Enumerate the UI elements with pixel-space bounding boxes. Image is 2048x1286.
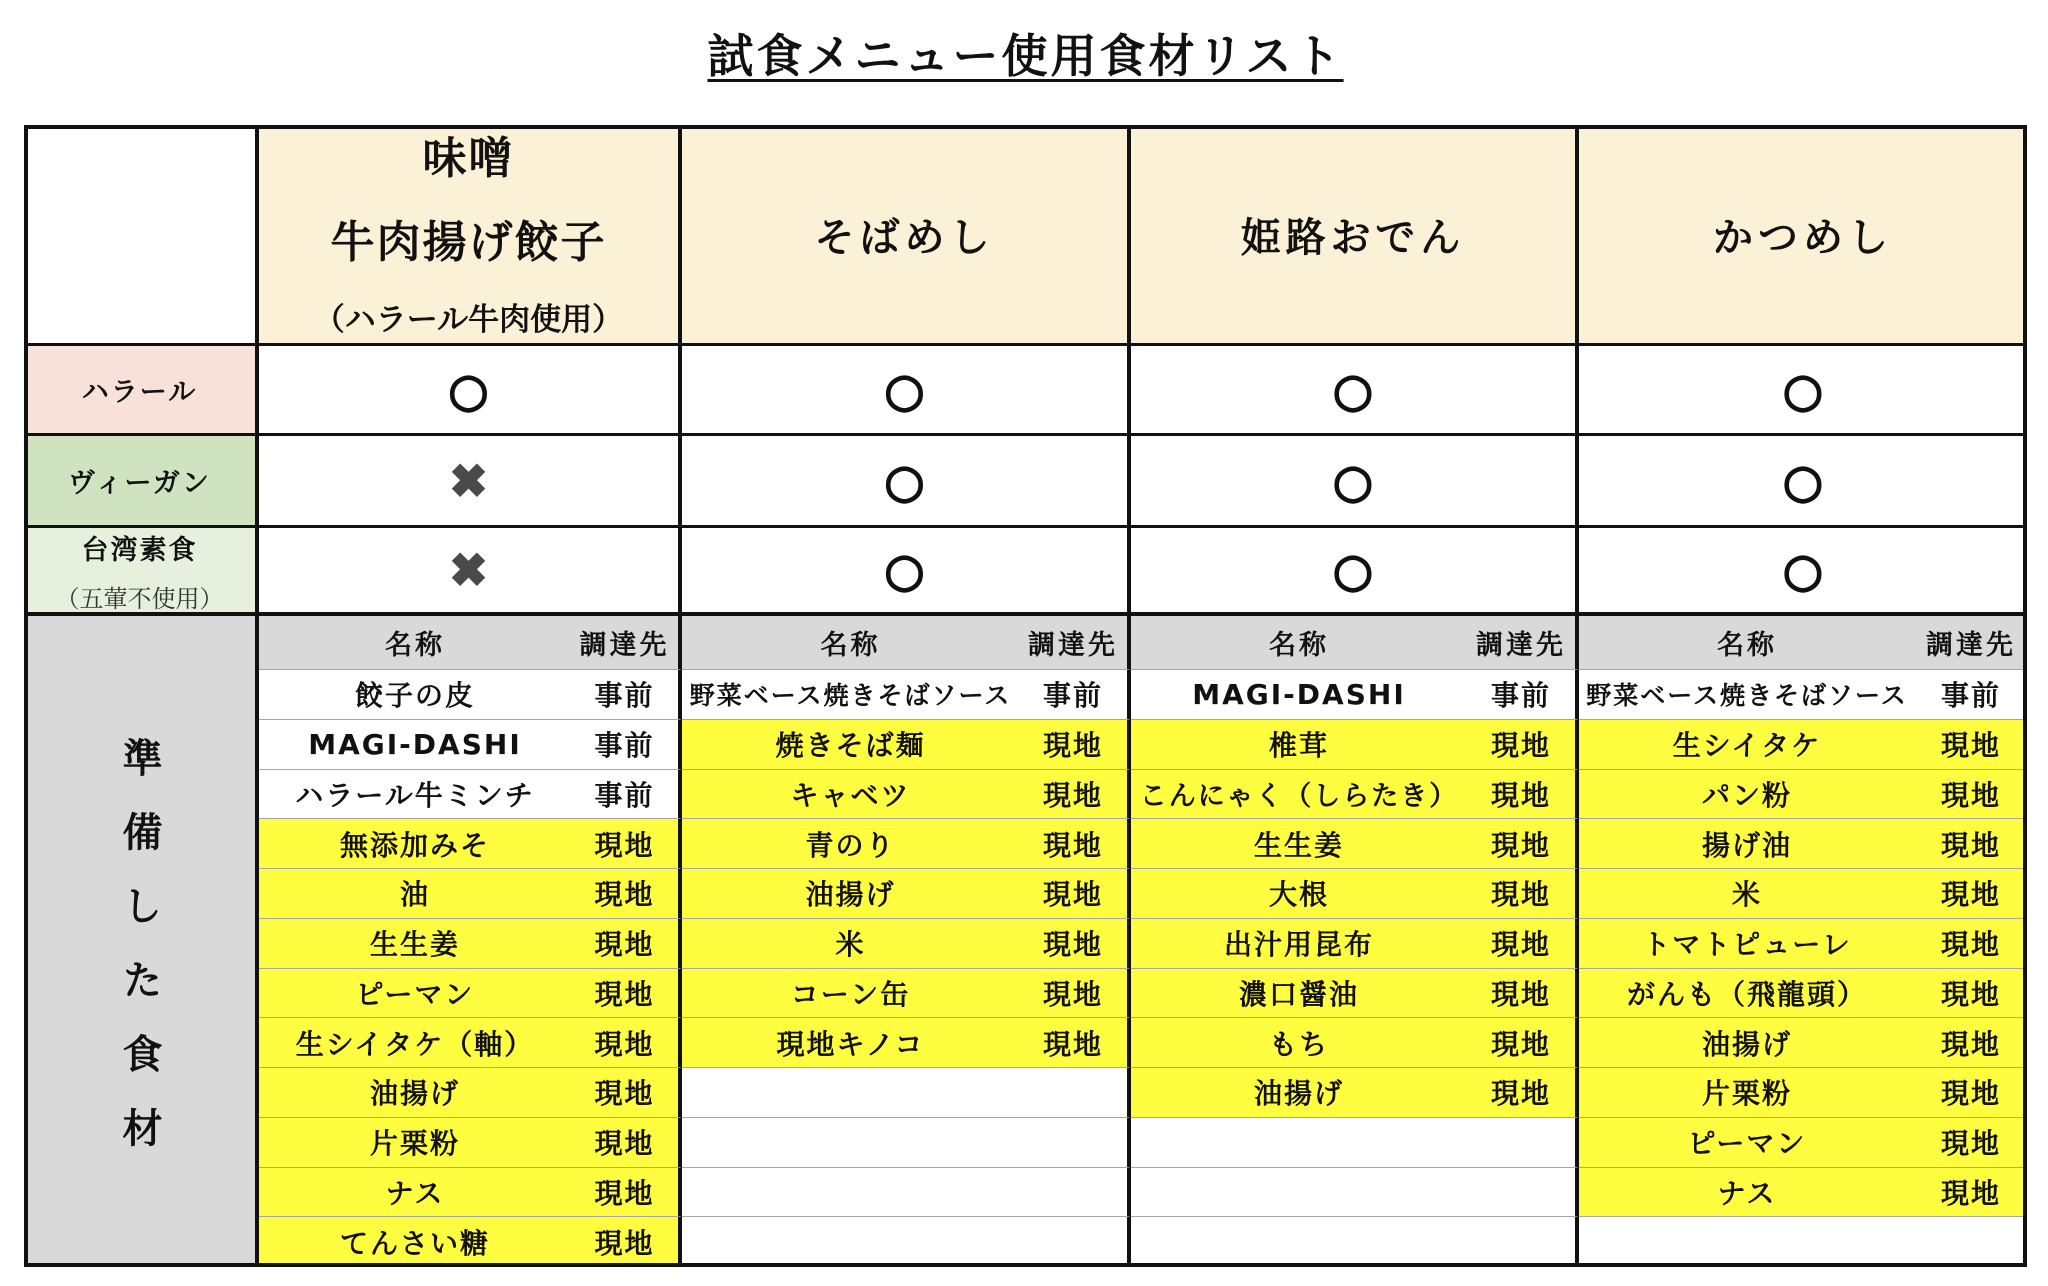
ingredient-name: もち [1131,1018,1467,1068]
ingredient-name: 椎茸 [1131,720,1467,770]
ingredient-name: 大根 [1131,869,1467,919]
ingredient-name: ナス [259,1168,571,1218]
ingredient-name: 油 [259,869,571,919]
empty-cell [1019,1118,1131,1168]
vegan-cell [682,436,1131,528]
vegan-cell [259,436,682,528]
ingredient-name: 揚げ油 [1579,819,1915,869]
taiwan-cell [1131,528,1579,616]
ingredient-source: 事前 [571,770,682,820]
ingredient-source: 現地 [571,919,682,969]
taiwan-mark: ○ [1782,543,1824,597]
column-header-text: 調達先 [1028,630,1118,661]
dish-title: そばめし [814,214,995,261]
empty-cell [682,1068,1019,1118]
ingredient-source: 現地 [571,819,682,869]
empty-cell [1131,1118,1467,1168]
halal-cell [682,346,1131,436]
ingredient-name: 油揚げ [682,869,1019,919]
page-title-text: 試食メニュー使用食材リスト [707,29,1344,83]
ingredient-name: 油揚げ [1579,1018,1915,1068]
column-header-text: 名称 [1717,630,1777,661]
ingredient-source: 現地 [1915,919,2027,969]
taiwan-cell [682,528,1131,616]
row-label-ingredients [24,616,259,1267]
ingredient-source: 現地 [1019,770,1131,820]
empty-cell [682,1168,1019,1218]
column-header-text: 調達先 [1926,630,2016,661]
ingredient-name: 米 [1579,869,1915,919]
column-header-source [571,616,682,670]
ingredient-source: 現地 [1915,1118,2027,1168]
column-header-text: 名称 [1269,630,1329,661]
column-header-text: 名称 [820,630,881,661]
column-header-text: 調達先 [1476,630,1566,661]
ingredient-source: 現地 [1915,1018,2027,1068]
ingredient-source: 事前 [571,670,682,720]
ingredient-source: 現地 [571,1118,682,1168]
ingredient-name: 野菜ベース焼きそばソース [1579,670,1915,720]
ingredient-name: 生シイタケ（軸） [259,1018,571,1068]
ingredient-name: 餃子の皮 [259,670,571,720]
ingredient-name: 生生姜 [1131,819,1467,869]
halal-cell [259,346,682,436]
dish-title-stack [314,125,623,336]
ingredient-source: 現地 [1467,720,1579,770]
ingredient-source: 現地 [1467,819,1579,869]
ingredient-source: 現地 [571,869,682,919]
column-header-source [1915,616,2027,670]
column-header-source [1019,616,1131,670]
ingredient-source: 事前 [1019,670,1131,720]
vegan-mark: ✖ [449,453,488,508]
vegan-mark: ○ [1782,453,1824,508]
ingredient-name: 出汁用昆布 [1131,919,1467,969]
ingredient-source: 現地 [571,1068,682,1118]
column-header-name [259,616,571,670]
ingredient-name: ピーマン [1579,1118,1915,1168]
empty-cell [1467,1118,1579,1168]
ingredient-name: がんも（飛龍頭） [1579,969,1915,1019]
ingredient-name: てんさい糖 [259,1217,571,1267]
ingredient-name: MAGI-DASHI [1131,670,1467,720]
row-label-halal [24,346,259,436]
column-header-name [1131,616,1467,670]
vegan-cell [1131,436,1579,528]
ingredient-name: パン粉 [1579,770,1915,820]
ingredient-name: MAGI-DASHI [259,720,571,770]
dish-header [1579,125,2027,346]
ingredient-name: 青のり [682,819,1019,869]
ingredient-name: コーン缶 [682,969,1019,1019]
row-label-vegan [24,436,259,528]
ingredient-name: キャベツ [682,770,1019,820]
ingredient-source: 現地 [1915,770,2027,820]
ingredient-name: ハラール牛ミンチ [259,770,571,820]
column-header-source [1467,616,1579,670]
vegan-mark: ○ [1332,453,1374,508]
row-label-text: 準備した食材 [116,736,162,1181]
ingredient-name: 油揚げ [1131,1068,1467,1118]
ingredient-name: 現地キノコ [682,1018,1019,1068]
ingredient-source: 現地 [1019,1018,1131,1068]
dish-title: 姫路おでん [1240,214,1466,261]
row-label-text: ヴィーガン [68,468,211,499]
page-title [24,26,2027,86]
ingredient-source: 現地 [1019,969,1131,1019]
ingredient-source: 現地 [1467,1068,1579,1118]
empty-cell [1467,1217,1579,1267]
ingredient-source: 現地 [1467,919,1579,969]
ingredient-name: 片栗粉 [259,1118,571,1168]
ingredient-source: 現地 [1019,720,1131,770]
ingredient-source: 現地 [1915,720,2027,770]
column-header-name [682,616,1019,670]
halal-mark: ○ [884,362,925,417]
ingredient-source: 現地 [571,1018,682,1068]
ingredient-source: 現地 [1915,869,2027,919]
ingredient-source: 現地 [1467,969,1579,1019]
empty-cell [1131,1217,1467,1267]
dish-header [1131,125,1579,346]
halal-cell [1131,346,1579,436]
ingredient-source: 現地 [1915,819,2027,869]
ingredient-source: 現地 [1019,919,1131,969]
ingredient-name: ピーマン [259,969,571,1019]
ingredient-source: 現地 [571,969,682,1019]
ingredient-source: 現地 [1467,1018,1579,1068]
ingredient-name: 生生姜 [259,919,571,969]
empty-cell [1579,1217,1915,1267]
vegan-cell [1579,436,2027,528]
row-label-text: 台湾素食 [81,535,198,566]
ingredient-source: 現地 [571,1168,682,1218]
ingredient-source: 現地 [1019,819,1131,869]
column-header-text: 調達先 [579,630,670,661]
taiwan-cell [1579,528,2027,616]
empty-cell [682,1217,1019,1267]
ingredient-table [24,125,2027,1267]
ingredient-source: 現地 [1915,1068,2027,1118]
empty-cell [1467,1168,1579,1218]
ingredient-name: 野菜ベース焼きそばソース [682,670,1019,720]
row-label-taiwan-vegetarian [24,528,259,616]
taiwan-cell [259,528,682,616]
ingredient-name: 濃口醤油 [1131,969,1467,1019]
row-label-text: ハラール [81,377,198,408]
empty-cell [1131,1168,1467,1218]
ingredient-source: 事前 [1915,670,2027,720]
empty-cell [1019,1217,1131,1267]
ingredient-source: 現地 [1467,869,1579,919]
taiwan-mark: ✖ [449,543,488,597]
empty-cell [682,1118,1019,1168]
ingredient-source: 現地 [1915,969,2027,1019]
ingredient-source: 現地 [1915,1168,2027,1218]
taiwan-mark: ○ [1332,543,1374,597]
ingredient-name: 米 [682,919,1019,969]
ingredient-source: 現地 [571,1217,682,1267]
halal-mark: ○ [1782,362,1824,417]
dish-title: 味噌 [422,133,515,184]
ingredient-source: 現地 [1467,770,1579,820]
empty-cell [1915,1217,2027,1267]
halal-mark: ○ [448,362,489,417]
ingredient-source: 事前 [571,720,682,770]
dish-header [682,125,1131,346]
taiwan-note: （五葷不使用） [55,585,224,613]
ingredient-name: 焼きそば麺 [682,720,1019,770]
corner-cell [24,125,259,346]
column-header-text: 名称 [385,630,445,661]
ingredient-name: 油揚げ [259,1068,571,1118]
empty-cell [1019,1068,1131,1118]
dish-title: 牛肉揚げ餃子 [330,217,607,268]
empty-cell [1019,1168,1131,1218]
halal-cell [1579,346,2027,436]
ingredient-name: 無添加みそ [259,819,571,869]
dish-note: （ハラール牛肉使用） [313,302,624,338]
ingredient-name: ナス [1579,1168,1915,1218]
dish-header [259,125,682,346]
halal-mark: ○ [1332,362,1374,417]
taiwan-mark: ○ [884,543,925,597]
ingredient-name: トマトピューレ [1579,919,1915,969]
ingredient-name: こんにゃく（しらたき） [1131,770,1467,820]
ingredient-source: 事前 [1467,670,1579,720]
column-header-name [1579,616,1915,670]
vegan-mark: ○ [884,453,925,508]
ingredient-source: 現地 [1019,869,1131,919]
ingredient-name: 片栗粉 [1579,1068,1915,1118]
dish-title: かつめし [1713,214,1893,261]
ingredient-name: 生シイタケ [1579,720,1915,770]
